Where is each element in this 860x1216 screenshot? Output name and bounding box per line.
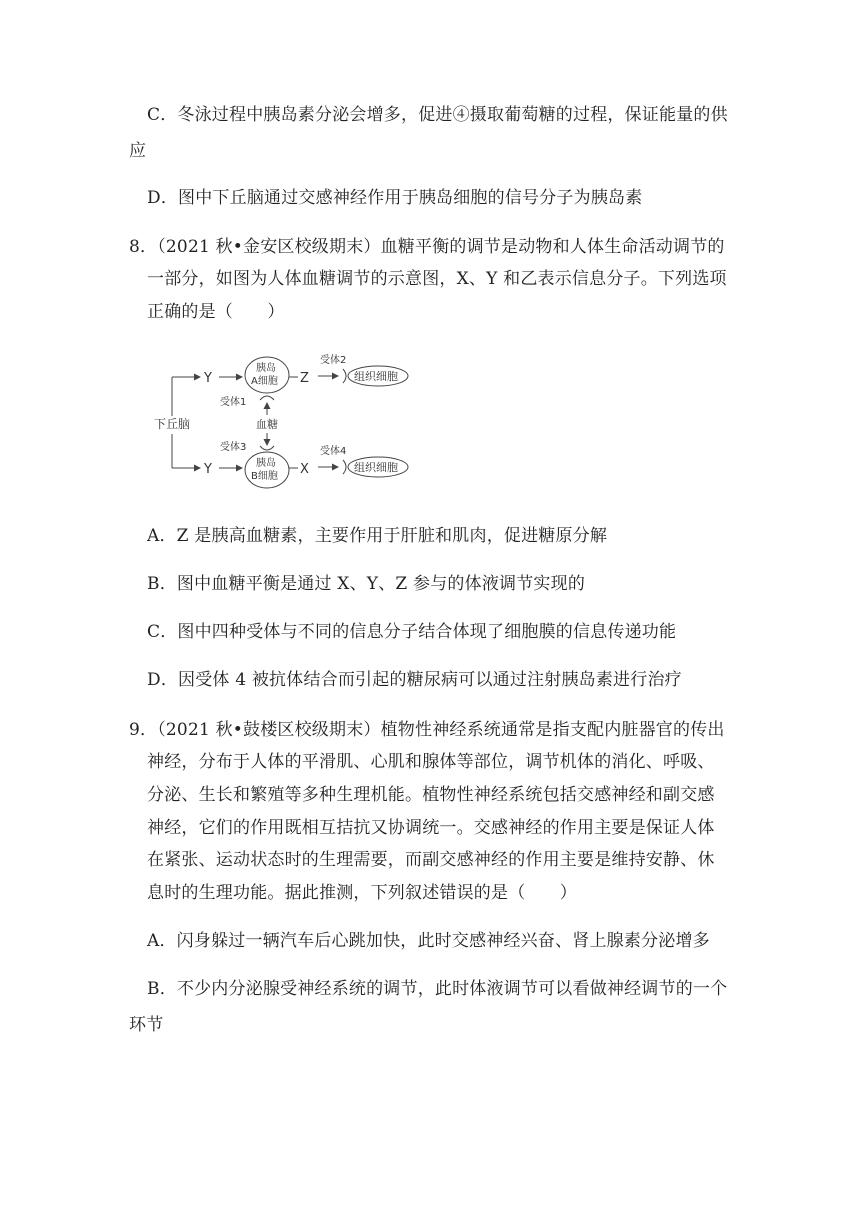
- q9-stem-line2: 神经，分布于人体的平滑肌、心肌和腺体等部位，调节机体的消化、呼吸、: [147, 752, 715, 772]
- cell-a-label-line1: 胰岛: [256, 363, 276, 374]
- cell-a-label-line2: A细胞: [251, 376, 278, 387]
- tissue-bottom-label: 组织细胞: [354, 461, 398, 474]
- cell-b-label-line2: B细胞: [251, 471, 278, 482]
- receptor4-label: 受体4: [320, 446, 347, 457]
- blood-sugar-label: 血糖: [256, 418, 278, 431]
- q8-option-d: D．因受体 4 被抗体结合而引起的糖尿病可以通过注射胰岛素进行治疗: [147, 670, 682, 690]
- z-label: Z: [300, 371, 309, 386]
- q8-stem-line2: 一部分，如图为人体血糖调节的示意图，X、Y 和乙表示信息分子。下列选项: [147, 269, 727, 289]
- q9-stem-line3: 分泌、生长和繁殖等多种生理机能。植物性神经系统包括交感神经和副交感: [147, 785, 715, 805]
- q8-stem-line3: 正确的是（ ）: [147, 302, 285, 322]
- q9-stem-line6: 息时的生理功能。据此推测，下列叙述错误的是（ ）: [147, 883, 577, 903]
- tissue-top-label: 组织细胞: [354, 370, 398, 383]
- receptor2-label: 受体2: [320, 355, 347, 366]
- y-bottom-label: Y: [204, 462, 212, 477]
- q9-option-a: A．闪身躲过一辆汽车后心跳加快，此时交感神经兴奋、肾上腺素分泌增多: [147, 931, 710, 951]
- q8-option-c: C．图中四种受体与不同的信息分子结合体现了细胞膜的信息传递功能: [147, 622, 677, 642]
- q7-option-c-line1: C．冬泳过程中胰岛素分泌会增多，促进④摄取葡萄糖的过程，保证能量的供: [147, 105, 728, 125]
- receptor1-label: 受体1: [220, 397, 247, 408]
- q8-stem-line1: 8．（2021 秋•金安区校级期末）血糖平衡的调节是动物和人体生命活动调节的: [129, 237, 725, 257]
- q7-option-d: D．图中下丘脑通过交感神经作用于胰岛细胞的信号分子为胰岛素: [147, 188, 643, 208]
- q7-option-c-line2: 应: [129, 141, 147, 161]
- receptor2-mark: [343, 369, 346, 383]
- q9-stem-line5: 在紧张、运动状态时的生理需要，而副交感神经的作用主要是维持安静、休: [147, 850, 715, 870]
- y-top-label: Y: [204, 371, 212, 386]
- q9-stem-line4: 神经，它们的作用既相互拮抗又协调统一。交感神经的作用主要是保证人体: [147, 818, 715, 838]
- receptor3-label: 受体3: [220, 442, 247, 453]
- q9-stem-line1: 9．（2021 秋•鼓楼区校级期末）植物性神经系统通常是指支配内脏器官的传出: [129, 720, 725, 740]
- receptor4-mark: [343, 460, 346, 474]
- q8-option-b: B．图中血糖平衡是通过 X、Y、Z 参与的体液调节实现的: [147, 574, 586, 594]
- receptor3-mark: [260, 446, 274, 450]
- receptor1-mark: [260, 396, 274, 400]
- q9-option-b-line1: B．不少内分泌腺受神经系统的调节，此时体液调节可以看做神经调节的一个: [147, 979, 728, 999]
- blood-sugar-regulation-diagram: [150, 350, 430, 498]
- q8-option-a: A．Z 是胰高血糖素，主要作用于肝脏和肌肉，促进糖原分解: [147, 526, 608, 546]
- cell-b-label-line1: 胰岛: [256, 458, 276, 469]
- q9-option-b-line2: 环节: [129, 1015, 164, 1035]
- hypothalamus-label: 下丘脑: [154, 417, 191, 431]
- x-label: X: [300, 462, 309, 477]
